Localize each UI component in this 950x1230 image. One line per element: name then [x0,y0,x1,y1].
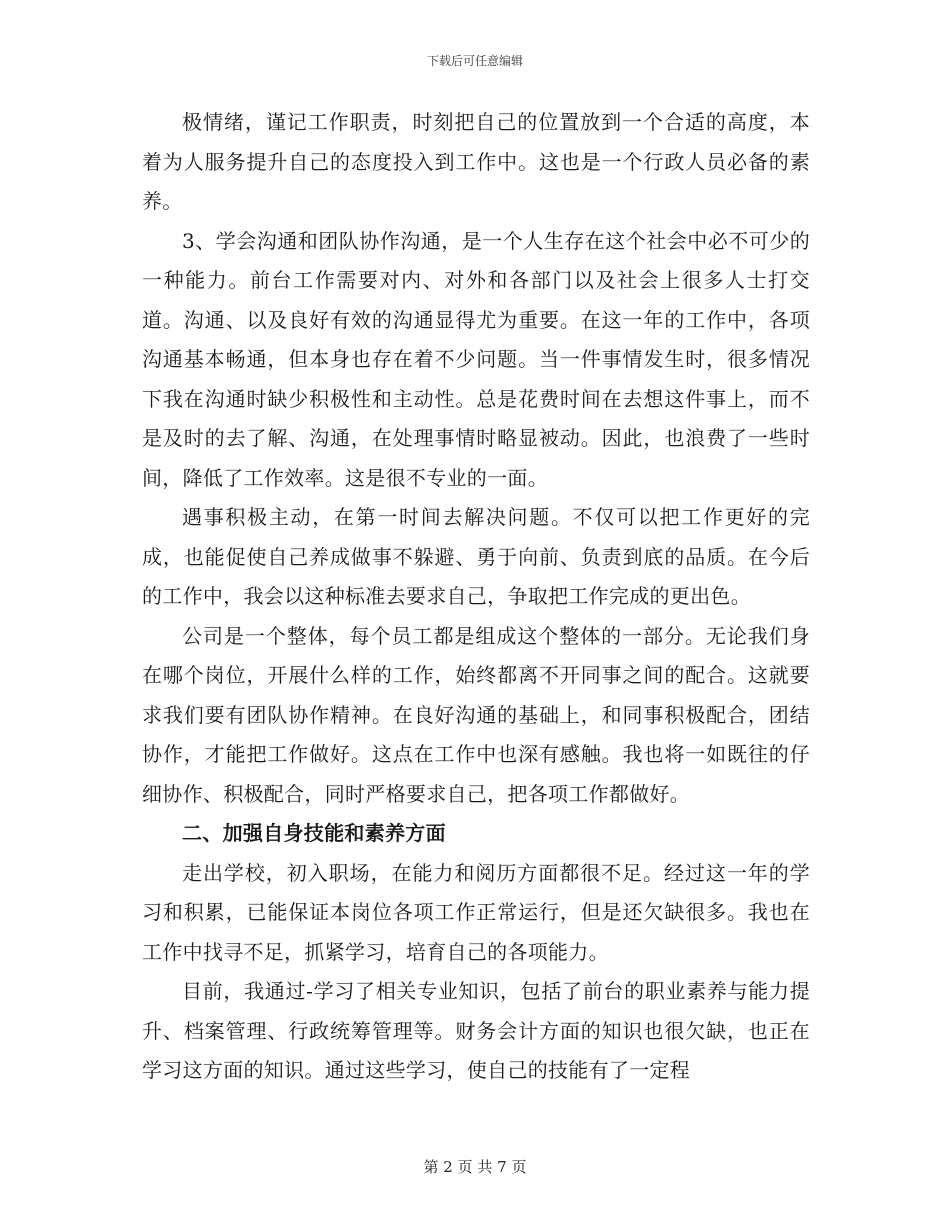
paragraph-proactive: 遇事积极主动，在第一时间去解决问题。不仅可以把工作更好的完成，也能促使自己养成做事不躲避、勇于向前、负责到底的品质。在今后的工作中，我会以这种标准去要求自己，争取把工作完成的更出色。 [142,505,810,608]
paragraph-continuation: 极情绪，谨记工作职责，时刻把自己的位置放到一个合适的高度，本着为人服务提升自己的态度投入到工作中。这也是一个行政人员必备的素养。 [142,110,810,213]
paragraph-learning: 目前，我通过-学习了相关专业知识，包括了前台的职业素养与能力提升、档案管理、行政统筹管理等。财务会计方面的知识也很欠缺，也正在学习这方面的知识。通过这些学习，使自己的技能有了一定程 [142,979,810,1082]
paragraph-communication: 3、学会沟通和团队协作沟通，是一个人生存在这个社会中必不可少的一种能力。前台工作需要对内、对外和各部门以及社会上很多人士打交道。沟通、以及良好有效的沟通显得尤为重要。在这一年的工作中，各项沟通基本畅通，但本身也存在着不少问题。当一件事情发生时，很多情况下我在沟通时缺少积极性和主动性。总是花费时间在去想这件事上，而不是及时的去了解、沟通，在处理事情时略显被动。因此，也浪费了一些时间，降低了工作效率。这是很不专业的一面。 [142,228,810,490]
page-header: 下载后可任意编辑 [426,54,523,68]
page-number: 第 2 页 共 7 页 [423,1158,527,1176]
section-heading: 二、加强自身技能和素养方面 [182,821,446,845]
paragraph-skills-intro: 走出学校，初入职场，在能力和阅历方面都很不足。经过这一年的学习和积累，已能保证本岗位各项工作正常运行，但是还欠缺很多。我也在工作中找寻不足，抓紧学习，培育自己的各项能力。 [142,860,810,964]
paragraph-teamwork: 公司是一个整体，每个员工都是组成这个整体的一部分。无论我们身在哪个岗位，开展什么样的工作，始终都离不开同事之间的配合。这就要求我们要有团队协作精神。在良好沟通的基础上，和同事积极配合，团结协作，才能把工作做好。这点在工作中也深有感触。我也将一如既往的仔细协作、积极配合，同时严格要求自己，把各项工作都做好。 [142,623,810,806]
document-body [142,103,810,1091]
